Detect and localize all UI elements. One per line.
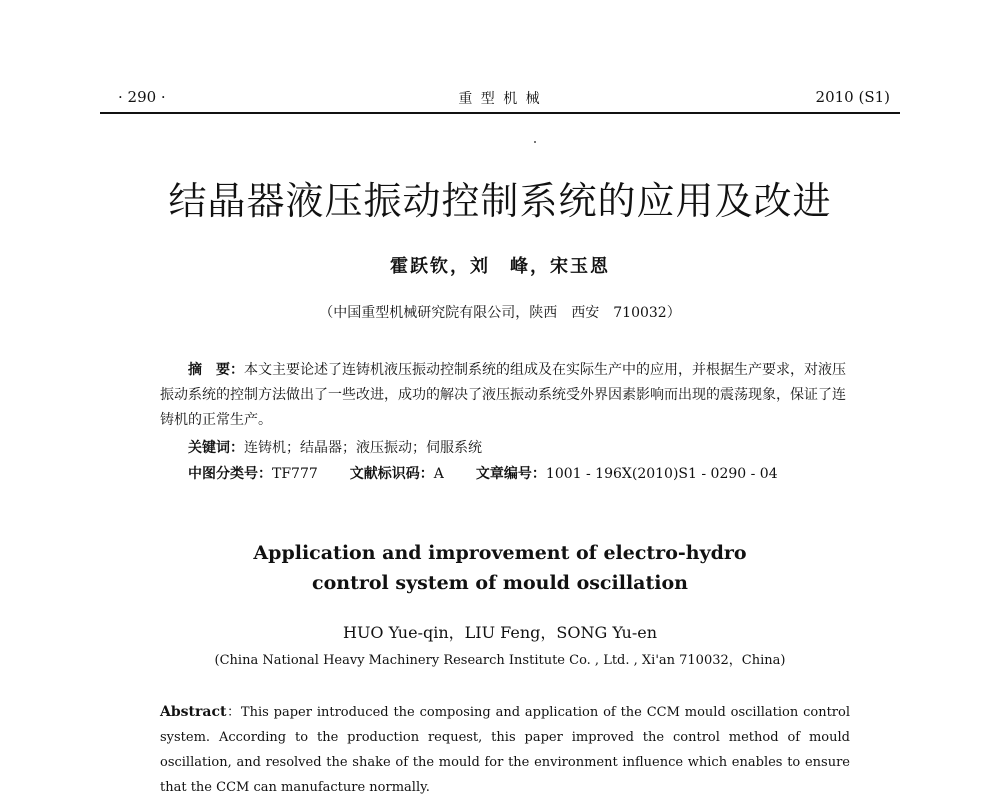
english-title-line-2: control system of mould oscillation bbox=[312, 572, 688, 594]
keywords-label: 关键词： bbox=[188, 440, 244, 456]
clc-label: 中图分类号： bbox=[188, 466, 272, 482]
chinese-title: 结晶器液压振动控制系统的应用及改进 bbox=[168, 179, 832, 223]
scan-speck bbox=[534, 141, 536, 143]
doc-code-value: A bbox=[433, 466, 444, 482]
english-abstract-text: This paper introduced the composing and application of the CCM mould oscillation control system. According to the production request, this paper improved the control method of mould oscillation, and resolved the shake of the mould for the environment influence which enables to ensure that the CCM can manufacture normally. bbox=[160, 705, 850, 795]
chinese-keywords bbox=[188, 436, 878, 461]
journal-name: 重 型 机 械 bbox=[458, 91, 542, 107]
doc-code-label: 文献标识码： bbox=[349, 466, 434, 482]
english-authors: HUO Yue-qin，LIU Feng，SONG Yu-en bbox=[342, 623, 658, 642]
chinese-abstract-text: 本文主要论述了连铸机液压振动控制系统的组成及在实际生产中的应用，并根据生产要求，对液压振动系统的控制方法做出了一些改进，成功的解决了液压振动系统受外界因素影响而出现的震荡现象，保证了连铸机的正常生产。 bbox=[160, 362, 846, 428]
chinese-abstract bbox=[160, 358, 850, 433]
english-title bbox=[0, 538, 1000, 598]
issue-label: 2010 (S1) bbox=[815, 88, 890, 106]
english-title-line-1: Application and improvement of electro-hydro bbox=[253, 542, 747, 564]
clc-value: TF777 bbox=[272, 466, 318, 482]
chinese-abstract-label: 摘 要： bbox=[188, 362, 244, 378]
article-number-value: 1001 - 196X(2010)S1 - 0290 - 04 bbox=[545, 466, 778, 482]
english-abstract: Abstract：This paper introduced the composing and application of the CCM mould oscillation control system. According to the production request, this paper improved the control method of mould oscillation, and resolved the shake of the mould for the environment influence which enables to ensure that the CCM can manufacture normally. bbox=[160, 704, 850, 795]
chinese-authors: 霍跃钦，刘 峰，宋玉恩 bbox=[390, 256, 610, 277]
classification-line bbox=[188, 462, 888, 487]
article-number-label: 文章编号： bbox=[475, 466, 546, 482]
header-rule bbox=[100, 112, 900, 114]
page-number: · 290 · bbox=[118, 88, 166, 106]
english-abstract-label: Abstract bbox=[160, 704, 227, 720]
keywords-text: 连铸机；结晶器；液压振动；伺服系统 bbox=[244, 440, 482, 456]
english-affiliation: (China National Heavy Machinery Research Institute Co. , Ltd. , Xi'an 710032，China) bbox=[214, 653, 786, 668]
chinese-affiliation: （中国重型机械研究院有限公司，陕西 西安 710032） bbox=[319, 305, 681, 321]
